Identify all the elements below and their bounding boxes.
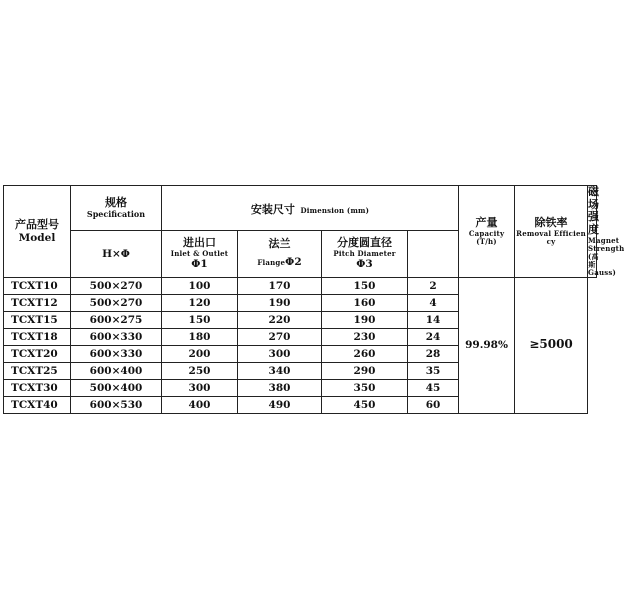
pitch-header-cn: 分度圆直径 bbox=[337, 236, 392, 250]
removal-header bbox=[515, 186, 588, 278]
capacity-cell: 24 bbox=[408, 328, 459, 345]
flange-header bbox=[238, 230, 322, 277]
specification-header-cn: 规格 bbox=[105, 195, 127, 209]
flange-header-sym: Φ2 bbox=[285, 255, 302, 268]
model-cell: TCXT25 bbox=[4, 362, 71, 379]
inlet-cell: 150 bbox=[162, 311, 238, 328]
inlet-cell: 120 bbox=[162, 294, 238, 311]
specification-header-en: Specification bbox=[86, 208, 146, 219]
model-header bbox=[4, 186, 71, 278]
hxphi-cell: 600×330 bbox=[71, 345, 162, 362]
dimension-header bbox=[162, 186, 459, 231]
pitch-cell: 290 bbox=[322, 362, 408, 379]
capacity-cell: 45 bbox=[408, 379, 459, 396]
magnet-header-unit: (高斯Gauss) bbox=[588, 251, 617, 277]
flange-cell: 270 bbox=[238, 328, 322, 345]
pitch-cell: 450 bbox=[322, 396, 408, 413]
dimension-header-cn: 安装尺寸 bbox=[250, 202, 295, 216]
capacity-header-cn: 产量 bbox=[475, 216, 498, 230]
pitch-header-sym: Φ3 bbox=[356, 258, 373, 271]
flange-header-en: Flange bbox=[257, 257, 286, 267]
inlet-cell: 250 bbox=[162, 362, 238, 379]
inlet-header-sym: Φ1 bbox=[191, 258, 208, 271]
inlet-cell: 180 bbox=[162, 328, 238, 345]
flange-cell: 380 bbox=[238, 379, 322, 396]
dimension-header-en: Dimension (mm) bbox=[300, 205, 370, 215]
pitch-header-en: Pitch Diameter bbox=[333, 249, 396, 259]
flange-cell: 300 bbox=[238, 345, 322, 362]
model-cell: TCXT20 bbox=[4, 345, 71, 362]
capacity-header bbox=[459, 186, 515, 278]
flange-header-cn: 法兰 bbox=[268, 237, 291, 251]
inlet-cell: 300 bbox=[162, 379, 238, 396]
model-cell: TCXT15 bbox=[4, 311, 71, 328]
model-cell: TCXT40 bbox=[4, 396, 71, 413]
removal-header-en: Removal Efficiency bbox=[516, 228, 586, 246]
flange-cell: 490 bbox=[238, 396, 322, 413]
hxphi-cell: 500×400 bbox=[71, 379, 162, 396]
model-cell: TCXT10 bbox=[4, 277, 71, 294]
pitch-header bbox=[322, 230, 408, 277]
flange-cell: 340 bbox=[238, 362, 322, 379]
pitch-cell: 230 bbox=[322, 328, 408, 345]
capacity-cell: 2 bbox=[408, 277, 459, 294]
magnet-header-en: Magnet Strength bbox=[588, 235, 624, 253]
table-row bbox=[4, 277, 597, 294]
model-cell: TCXT30 bbox=[4, 379, 71, 396]
flange-cell: 170 bbox=[238, 277, 322, 294]
inlet-header-en: Inlet & Outlet bbox=[170, 249, 229, 259]
flange-cell: 190 bbox=[238, 294, 322, 311]
hxphi-cell: 600×400 bbox=[71, 362, 162, 379]
capacity-header-en: Capacity (T/h) bbox=[468, 228, 505, 246]
inlet-cell: 100 bbox=[162, 277, 238, 294]
capacity-cell: 28 bbox=[408, 345, 459, 362]
model-cell: TCXT12 bbox=[4, 294, 71, 311]
inlet-header bbox=[162, 230, 238, 277]
hxphi-cell: 600×530 bbox=[71, 396, 162, 413]
hxphi-cell: 600×330 bbox=[71, 328, 162, 345]
removal-value-cell: 99.98% bbox=[459, 277, 515, 413]
pitch-cell: 350 bbox=[322, 379, 408, 396]
pitch-cell: 160 bbox=[322, 294, 408, 311]
hxphi-cell: 600×275 bbox=[71, 311, 162, 328]
specification-header bbox=[71, 186, 162, 231]
pitch-cell: 260 bbox=[322, 345, 408, 362]
model-cell: TCXT18 bbox=[4, 328, 71, 345]
inlet-cell: 200 bbox=[162, 345, 238, 362]
specification-table bbox=[3, 185, 624, 414]
hxphi-cell: 500×270 bbox=[71, 277, 162, 294]
model-header-cn: 产品型号 bbox=[15, 218, 59, 232]
magnet-value-cell: ≥5000 bbox=[515, 277, 588, 413]
magnet-header-cn: 磁场强度 bbox=[588, 185, 600, 236]
hxphi-cell: 500×270 bbox=[71, 294, 162, 311]
model-header-en: Model bbox=[18, 231, 56, 244]
capacity-cell: 35 bbox=[408, 362, 459, 379]
flange-cell: 220 bbox=[238, 311, 322, 328]
inlet-header-cn: 进出口 bbox=[183, 236, 216, 250]
magnet-header bbox=[588, 185, 624, 278]
hxphi-header-label: H×Φ bbox=[102, 247, 130, 260]
hxphi-header bbox=[71, 230, 162, 277]
inlet-cell: 400 bbox=[162, 396, 238, 413]
pitch-cell: 190 bbox=[322, 311, 408, 328]
capacity-cell: 14 bbox=[408, 311, 459, 328]
removal-header-cn: 除铁率 bbox=[534, 216, 568, 230]
pitch-cell: 150 bbox=[322, 277, 408, 294]
capacity-cell: 4 bbox=[408, 294, 459, 311]
capacity-cell: 60 bbox=[408, 396, 459, 413]
